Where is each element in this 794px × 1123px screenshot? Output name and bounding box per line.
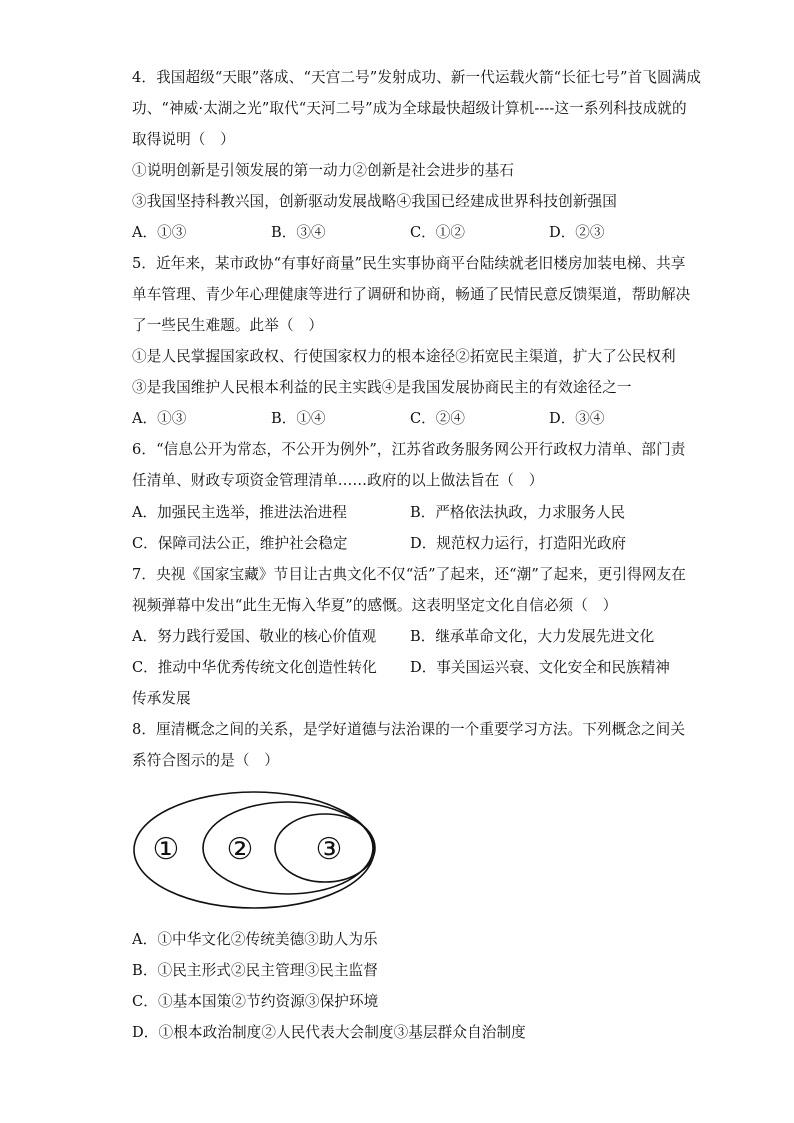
q5-stem-line-1: 5．近年来，某市政协“有事好商量”民生实事协商平台陆续就老旧楼房加装电梯、共享 <box>132 255 686 272</box>
q7-stem-line-2: 视频弹幕中发出“此生无悔入华夏”的感慨。这表明坚定文化自信必须（ ） <box>132 597 618 614</box>
q8-stem-line-2: 系符合图示的是（ ） <box>132 752 279 769</box>
q4-stem-line-2: 功、“神威·太湖之光”取代“天河二号”成为全球最快超级计算机----这一系列科技成就的 <box>132 100 687 117</box>
q5-statement-line-2: ③是我国维护人民根本利益的民主实践④是我国发展协商民主的有效途径之一 <box>132 379 632 396</box>
nested-ellipse-diagram <box>130 790 380 918</box>
q6-option-d: D．规范权力运行，打造阳光政府 <box>410 535 627 552</box>
diagram-label-3: ③ <box>315 832 343 867</box>
q6-stem-line-1: 6．“信息公开为常态，不公开为例外”，江苏省政务服务网公开行政权力清单、部门责 <box>132 441 686 458</box>
q6-option-a: A．加强民主选举，推进法治进程 <box>132 504 347 521</box>
q8-option-d: D．①根本政治制度②人民代表大会制度③基层群众自治制度 <box>132 1024 526 1041</box>
q4-option-a: A．①③ <box>132 224 187 241</box>
q4-option-c: C．①② <box>410 224 465 241</box>
q4-stem-line-3: 取得说明（ ） <box>132 131 235 148</box>
q6-stem-line-2: 任清单、财政专项资金管理清单……政府的以上做法旨在（ ） <box>132 472 544 489</box>
diagram-label-2: ② <box>226 832 254 867</box>
q8-option-c: C．①基本国策②节约资源③保护环境 <box>132 993 379 1010</box>
q4-statement-line-1: ①说明创新是引领发展的第一动力②创新是社会进步的基石 <box>132 162 515 179</box>
q7-option-c: C．推动中华优秀传统文化创造性转化 <box>132 659 377 676</box>
q4-statement-line-2: ③我国坚持科教兴国，创新驱动发展战略④我国已经建成世界科技创新强国 <box>132 193 617 210</box>
q4-option-b: B．③④ <box>271 224 326 241</box>
q4-option-d: D．②③ <box>549 224 605 241</box>
q5-stem-line-3: 了一些民生难题。此举（ ） <box>132 317 324 334</box>
q8-stem-line-1: 8．厘清概念之间的关系，是学好道德与法治课的一个重要学习方法。下列概念之间关 <box>132 721 686 738</box>
diagram-label-1: ① <box>152 832 180 867</box>
q4-stem-line-1: 4．我国超级“天眼”落成、“天宫二号”发射成功、新一代运载火箭“长征七号”首飞圆满成 <box>132 69 702 86</box>
q5-option-b: B．①④ <box>271 410 326 427</box>
q5-stem-line-2: 单车管理、青少年心理健康等进行了调研和协商，畅通了民情民意反馈渠道，帮助解决 <box>132 286 691 303</box>
q5-option-c: C．②④ <box>410 410 465 427</box>
q5-option-d: D．③④ <box>549 410 605 427</box>
q5-statement-line-1: ①是人民掌握国家政权、行使国家权力的根本途径②拓宽民主渠道，扩大了公民权利 <box>132 348 676 365</box>
q7-option-d: D．事关国运兴衰、文化安全和民族精神 <box>410 659 670 676</box>
q6-option-b: B．严格依法执政，力求服务人民 <box>410 504 626 521</box>
q7-stem-line-1: 7．央视《国家宝藏》节目让古典文化不仅“活”了起来，还“潮”了起来，更引得网友在 <box>132 566 686 583</box>
q7-option-a: A．努力践行爱国、敬业的核心价值观 <box>132 628 377 645</box>
q8-option-b: B．①民主形式②民主管理③民主监督 <box>132 962 378 979</box>
q8-option-a: A．①中华文化②传统美德③助人为乐 <box>132 931 378 948</box>
q7-option-b: B．继承革命文化，大力发展先进文化 <box>410 628 655 645</box>
q7-option-d-continuation: 传承发展 <box>132 690 191 707</box>
q6-option-c: C．保障司法公正，维护社会稳定 <box>132 535 348 552</box>
q5-option-a: A．①③ <box>132 410 187 427</box>
